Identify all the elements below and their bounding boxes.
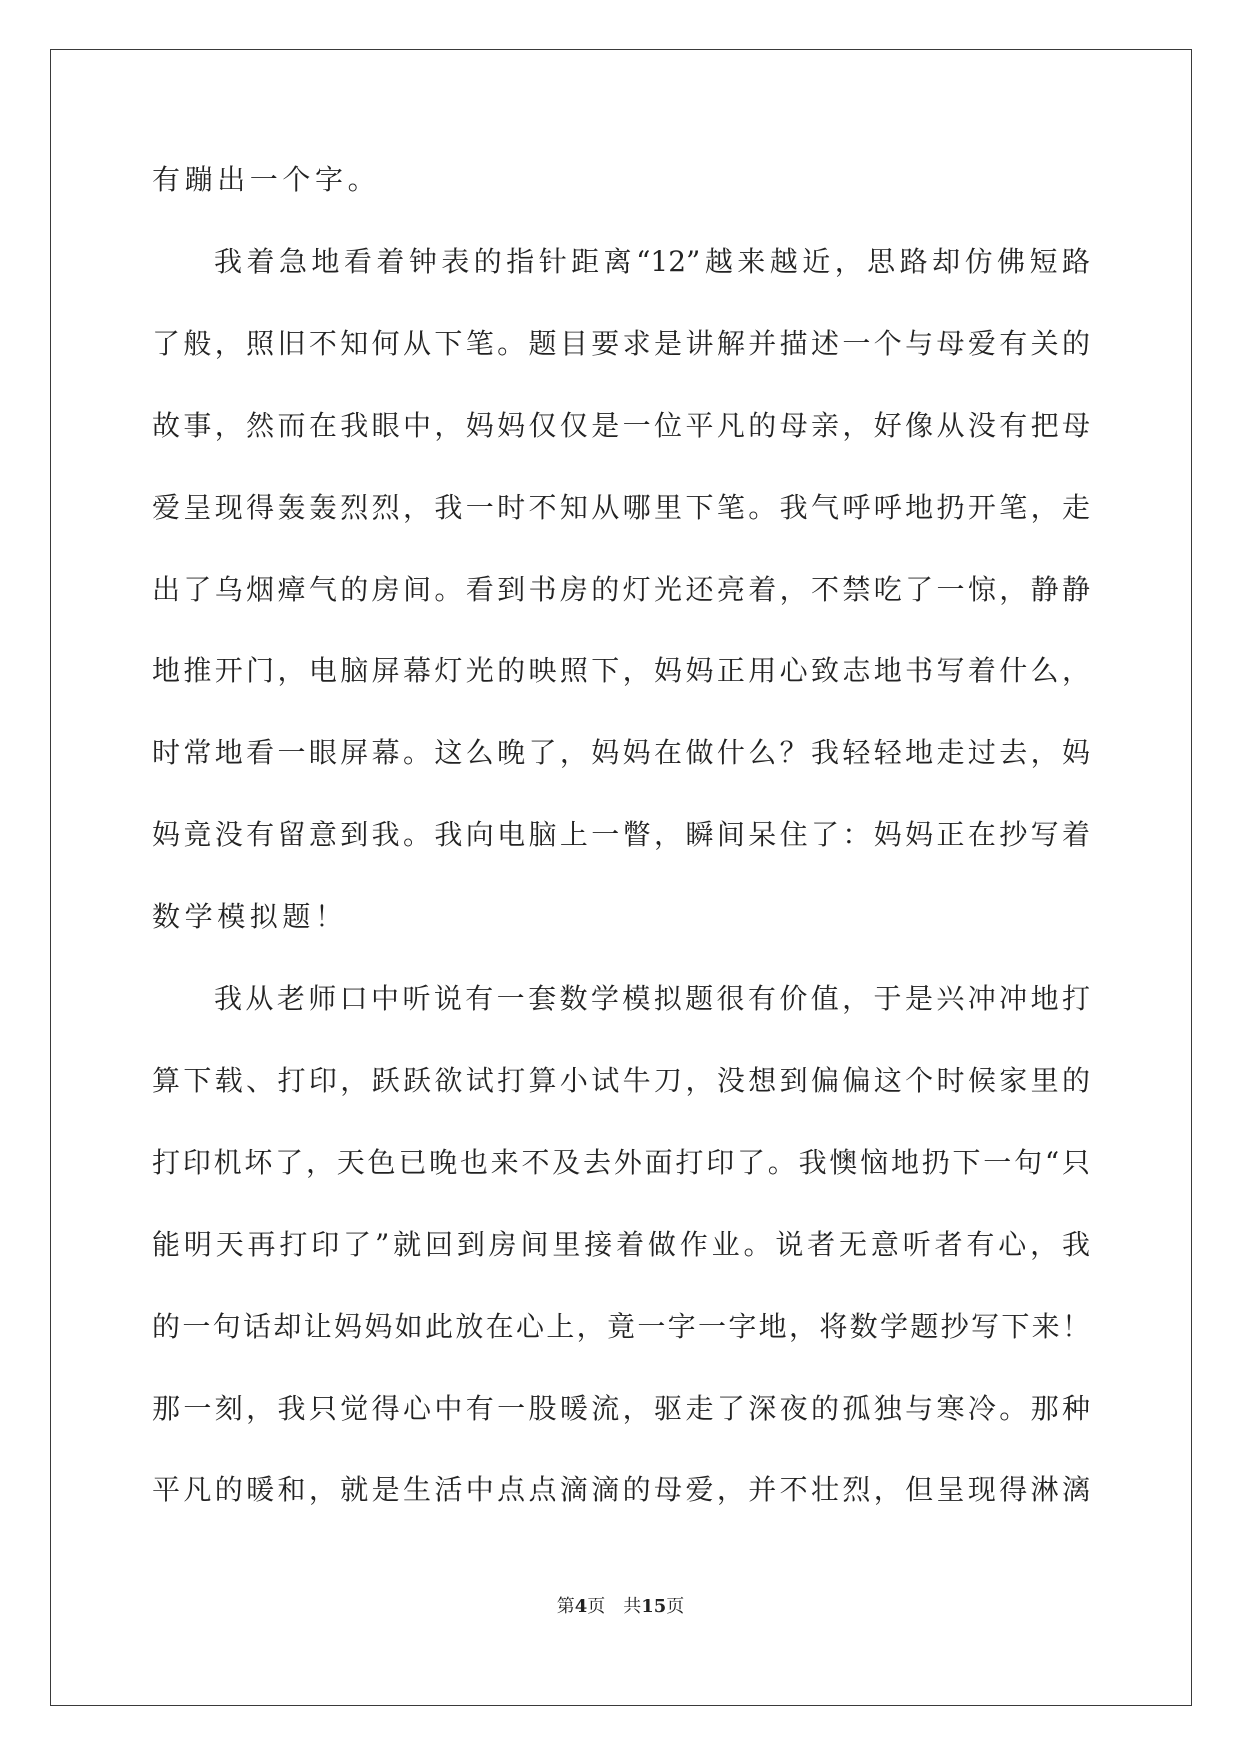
text-line-1: 有蹦出一个字。 [152,163,381,196]
text-line-9: 妈竟没有留意到我。我向电脑上一瞥，瞬间呆住了：妈妈正在抄写着 [152,818,1090,852]
text-line-3: 了般，照旧不知何从下笔。题目要求是讲解并描述一个与母爱有关的 [152,326,1090,360]
text-line-2: 我着急地看着钟表的指针距离“12”越来越近，思路却仿佛短路 [214,244,1090,278]
footer-total-prefix: 共 [623,1596,642,1617]
text-line-8: 时常地看一眼屏幕。这么晚了，妈妈在做什么？我轻轻地走过去，妈 [152,736,1090,770]
text-line-10: 数学模拟题！ [152,900,348,934]
footer-page-number: 4 [574,1596,588,1617]
footer-prefix: 第 [556,1596,575,1617]
footer-total-suffix: 页 [666,1596,685,1617]
footer-total-pages: 15 [641,1596,667,1617]
text-line-15: 的一句话却让妈妈如此放在心上，竟一字一字地，将数学题抄写下来！ [152,1309,1090,1343]
text-line-6: 出了乌烟瘴气的房间。看到书房的灯光还亮着，不禁吃了一惊，静静 [152,572,1090,606]
text-line-17: 平凡的暖和，就是生活中点点滴滴的母爱，并不壮烈，但呈现得淋漓 [152,1473,1090,1507]
footer-page-suffix: 页 [587,1596,606,1617]
text-line-12: 算下载、打印，跃跃欲试打算小试牛刀，没想到偏偏这个时候家里的 [152,1063,1090,1097]
text-line-5: 爱呈现得轰轰烈烈，我一时不知从哪里下笔。我气呼呼地扔开笔，走 [152,490,1090,524]
page-border [50,49,1192,1706]
page-footer [0,1595,1241,1619]
text-line-4: 故事，然而在我眼中，妈妈仅仅是一位平凡的母亲，好像从没有把母 [152,408,1090,442]
text-line-11: 我从老师口中听说有一套数学模拟题很有价值，于是兴冲冲地打 [214,982,1090,1015]
text-line-16: 那一刻，我只觉得心中有一股暖流，驱走了深夜的孤独与寒冷。那种 [152,1391,1090,1425]
text-line-14: 能明天再打印了”就回到房间里接着做作业。说者无意听者有心，我 [152,1227,1090,1261]
text-line-13: 打印机坏了，天色已晚也来不及去外面打印了。我懊恼地扔下一句“只 [152,1145,1090,1179]
text-line-7: 地推开门，电脑屏幕灯光的映照下，妈妈正用心致志地书写着什么， [152,654,1090,688]
